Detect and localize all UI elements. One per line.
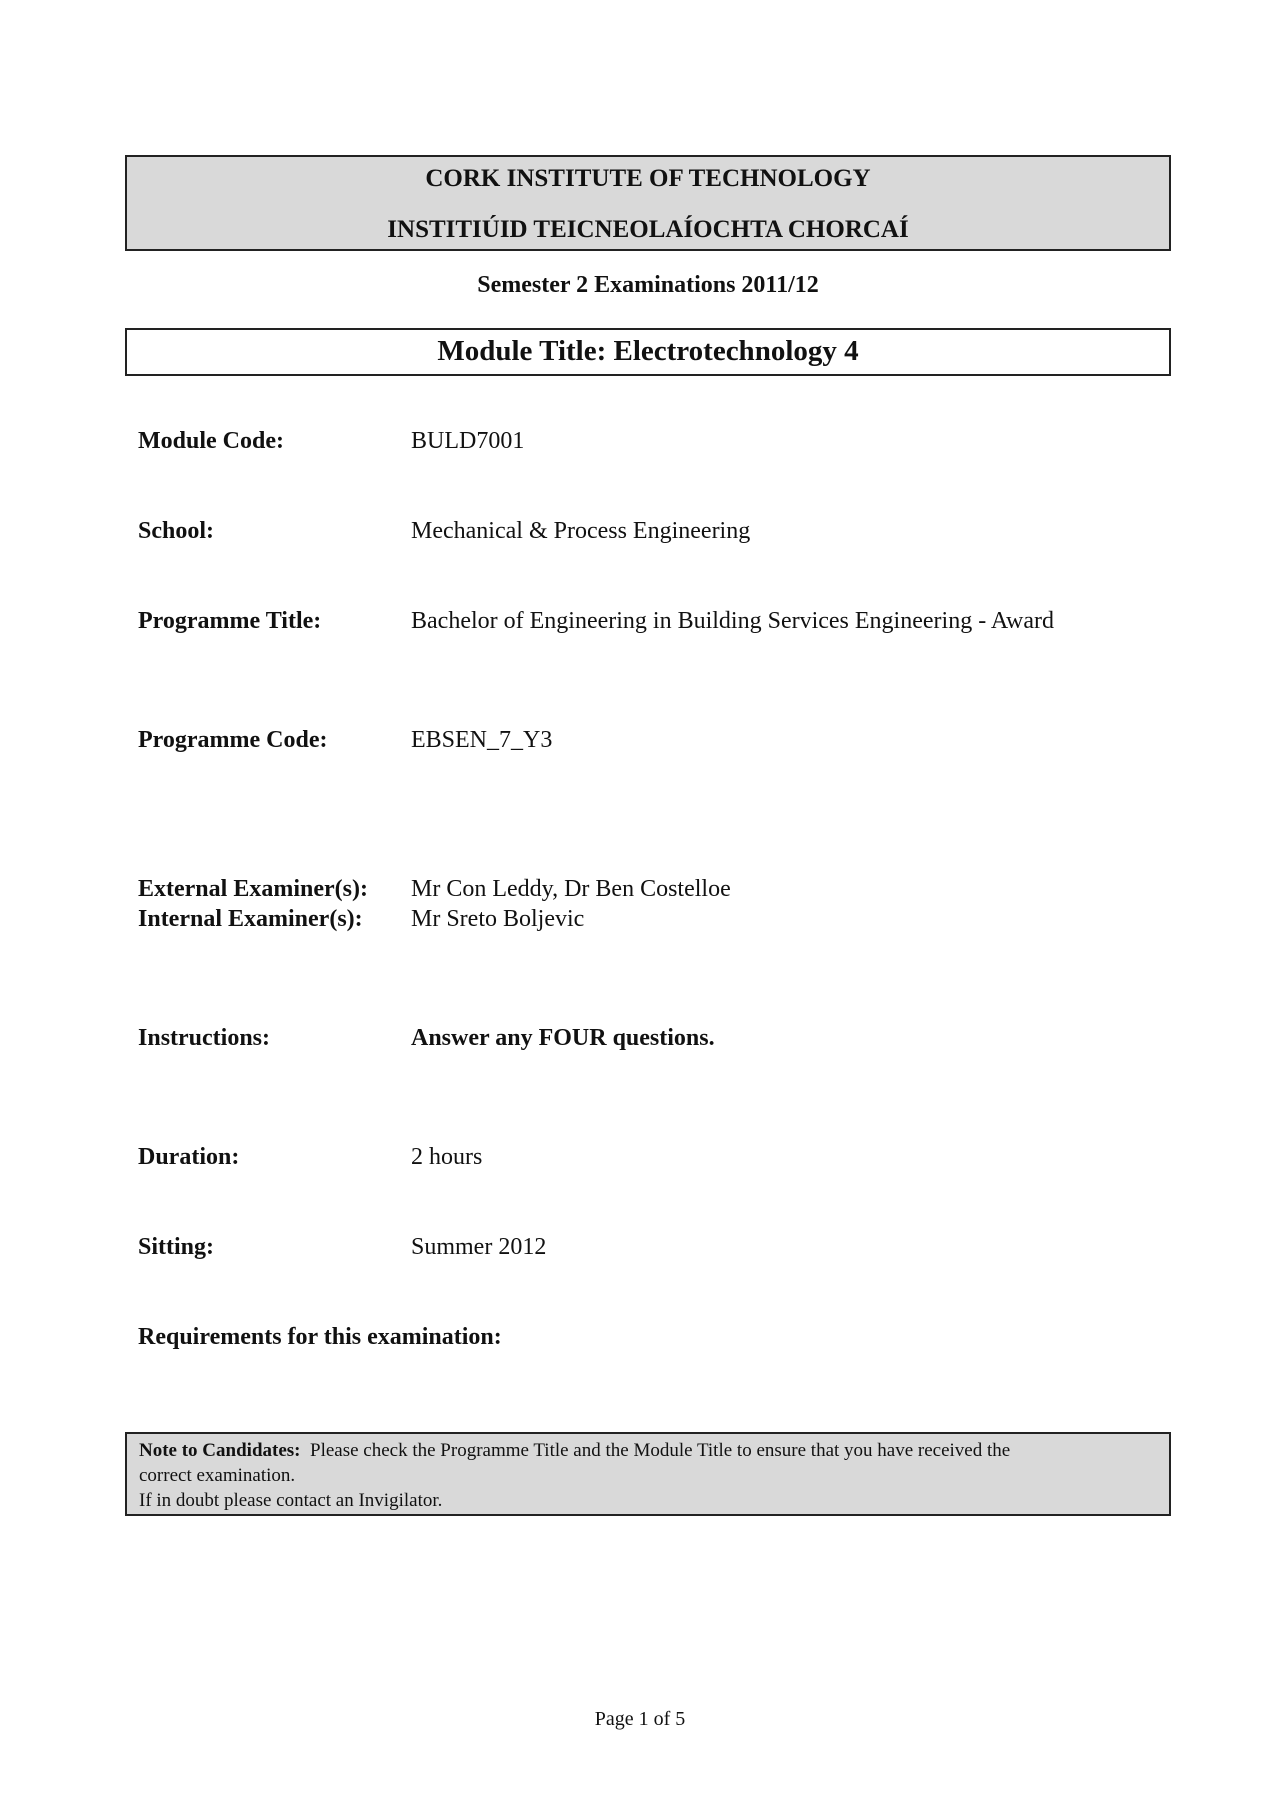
internal-examiners-value: Mr Sreto Boljevic xyxy=(411,906,585,932)
external-examiners-label: External Examiner(s): xyxy=(138,876,368,902)
internal-examiners-label: Internal Examiner(s): xyxy=(138,906,363,932)
note-to-candidates xyxy=(125,1432,1171,1516)
semester-heading: Semester 2 Examinations 2011/12 xyxy=(477,272,819,298)
institute-header xyxy=(125,155,1171,251)
institute-name-irish: INSTITIÚID TEICNEOLAÍOCHTA CHORCAÍ xyxy=(387,216,909,243)
institute-name-english: CORK INSTITUTE OF TECHNOLOGY xyxy=(425,165,871,192)
module-code-value: BULD7001 xyxy=(411,428,525,454)
school-label: School: xyxy=(138,518,215,544)
instructions-value: Answer any FOUR questions. xyxy=(411,1025,715,1051)
note-label: Note to Candidates: xyxy=(139,1440,301,1461)
page-number: Page 1 of 5 xyxy=(594,1708,686,1730)
note-line-1 xyxy=(139,1438,1157,1463)
instructions-label: Instructions: xyxy=(138,1025,271,1051)
programme-title-value: Bachelor of Engineering in Building Services Engineering - Award xyxy=(411,608,1054,634)
school-value: Mechanical & Process Engineering xyxy=(411,518,751,544)
programme-code-label: Programme Code: xyxy=(138,727,328,753)
duration-label: Duration: xyxy=(138,1144,240,1170)
note-line-2: correct examination. xyxy=(139,1465,296,1486)
module-code-label: Module Code: xyxy=(138,428,284,454)
duration-value: 2 hours xyxy=(411,1144,483,1170)
sitting-value: Summer 2012 xyxy=(411,1234,547,1260)
programme-title-label: Programme Title: xyxy=(138,608,322,634)
requirements-label: Requirements for this examination: xyxy=(138,1324,502,1350)
note-text-1: Please check the Programme Title and the Module Title to ensure that you have received the xyxy=(310,1440,1011,1461)
programme-code-value: EBSEN_7_Y3 xyxy=(411,727,553,753)
external-examiners-value: Mr Con Leddy, Dr Ben Costelloe xyxy=(411,876,731,902)
sitting-label: Sitting: xyxy=(138,1234,215,1260)
note-line-3: If in doubt please contact an Invigilator. xyxy=(139,1490,443,1511)
module-title: Module Title: Electrotechnology 4 xyxy=(125,328,1171,376)
